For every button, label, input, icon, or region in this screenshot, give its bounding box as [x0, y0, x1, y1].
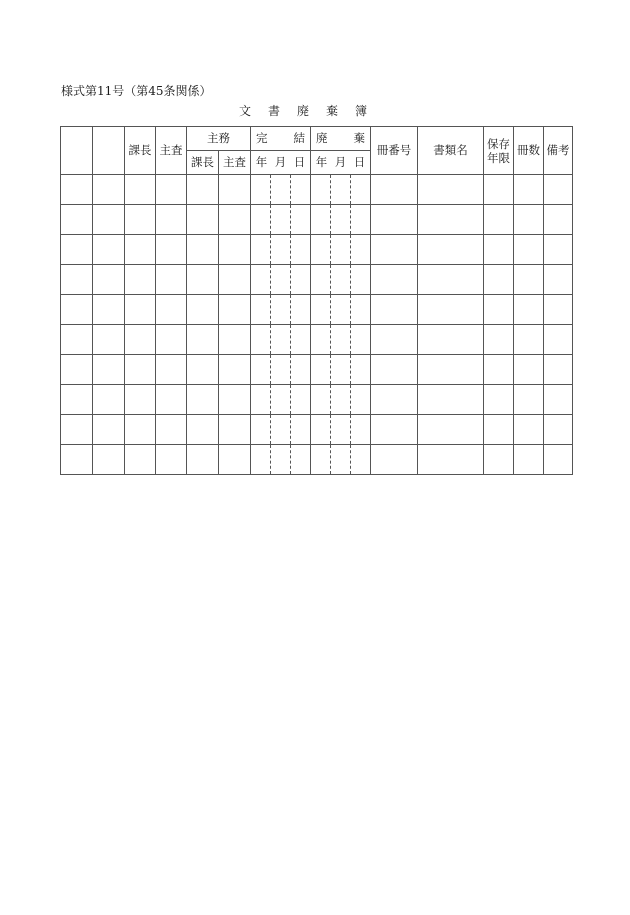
table-cell — [61, 295, 93, 325]
table-cell — [514, 355, 544, 385]
table-cell — [291, 415, 311, 445]
table-cell — [93, 235, 125, 265]
table-cell — [544, 295, 573, 325]
table-cell — [93, 265, 125, 295]
table-cell — [484, 205, 514, 235]
table-cell — [187, 265, 219, 295]
table-cell — [219, 235, 251, 265]
table-cell — [61, 325, 93, 355]
table-cell — [251, 415, 271, 445]
table-cell — [271, 385, 291, 415]
header-shumu-shusa: 主査 — [219, 151, 251, 175]
table-cell — [187, 175, 219, 205]
table-cell — [187, 415, 219, 445]
table-cell — [311, 235, 331, 265]
table-cell — [61, 415, 93, 445]
table-cell — [351, 175, 371, 205]
table-cell — [271, 265, 291, 295]
table-cell — [311, 205, 331, 235]
blank-header-cell — [93, 127, 125, 175]
table-cell — [351, 265, 371, 295]
table-cell — [156, 235, 187, 265]
table-cell — [484, 385, 514, 415]
table-cell — [418, 175, 484, 205]
table-cell — [514, 265, 544, 295]
table-cell — [311, 265, 331, 295]
table-cell — [484, 325, 514, 355]
header-satsu-bango: 冊番号 — [371, 127, 418, 175]
table-cell — [125, 415, 156, 445]
table-cell — [156, 265, 187, 295]
table-cell — [219, 265, 251, 295]
table-cell — [544, 385, 573, 415]
table-cell — [351, 385, 371, 415]
table-cell — [484, 415, 514, 445]
table-cell — [61, 235, 93, 265]
table-cell — [291, 235, 311, 265]
table-cell — [514, 295, 544, 325]
haiki-char-2: 棄 — [353, 131, 366, 145]
table-cell — [251, 385, 271, 415]
table-cell — [125, 295, 156, 325]
table-cell — [156, 415, 187, 445]
table-row — [61, 385, 573, 415]
table-cell — [484, 235, 514, 265]
table-cell — [93, 325, 125, 355]
table-row — [61, 295, 573, 325]
table-row — [61, 325, 573, 355]
table-cell — [291, 175, 311, 205]
table-cell — [219, 415, 251, 445]
table-cell — [351, 325, 371, 355]
table-cell — [156, 325, 187, 355]
table-cell — [544, 355, 573, 385]
table-cell — [156, 385, 187, 415]
table-cell — [291, 355, 311, 385]
header-kanketsu-date — [251, 151, 311, 175]
table-cell — [125, 235, 156, 265]
table-cell — [291, 325, 311, 355]
table-cell — [311, 355, 331, 385]
kanketsu-char-2: 結 — [293, 131, 306, 145]
table-cell — [251, 235, 271, 265]
table-cell — [514, 445, 544, 475]
table-cell — [311, 325, 331, 355]
table-cell — [271, 445, 291, 475]
title-char: 簿 — [354, 104, 367, 118]
table-row — [61, 175, 573, 205]
table-cell — [371, 355, 418, 385]
table-cell — [514, 415, 544, 445]
table-cell — [544, 205, 573, 235]
table-cell — [514, 205, 544, 235]
table-cell — [331, 265, 351, 295]
table-cell — [125, 265, 156, 295]
table-cell — [544, 445, 573, 475]
table-cell — [187, 445, 219, 475]
table-cell — [371, 235, 418, 265]
table-cell — [156, 355, 187, 385]
table-cell — [291, 205, 311, 235]
table-cell — [484, 265, 514, 295]
table-cell — [418, 295, 484, 325]
table-cell — [418, 445, 484, 475]
month-label: 月 — [334, 155, 347, 169]
table-cell — [93, 415, 125, 445]
table-cell — [93, 175, 125, 205]
table-cell — [484, 355, 514, 385]
table-cell — [93, 385, 125, 415]
table-cell — [251, 265, 271, 295]
table-cell — [156, 175, 187, 205]
table-cell — [371, 445, 418, 475]
header-shumu: 主務 — [187, 127, 251, 151]
table-cell — [187, 295, 219, 325]
table-cell — [514, 385, 544, 415]
table-cell — [219, 355, 251, 385]
table-cell — [331, 175, 351, 205]
table-cell — [187, 235, 219, 265]
table-cell — [311, 295, 331, 325]
year-label: 年 — [255, 155, 268, 169]
table-cell — [351, 415, 371, 445]
table-cell — [484, 175, 514, 205]
table-cell — [125, 325, 156, 355]
day-label: 日 — [293, 155, 306, 169]
title-char: 棄 — [325, 104, 338, 118]
table-cell — [156, 445, 187, 475]
table-cell — [219, 385, 251, 415]
table-row — [61, 445, 573, 475]
table-cell — [251, 325, 271, 355]
table-cell — [93, 445, 125, 475]
table-cell — [331, 445, 351, 475]
table-cell — [331, 355, 351, 385]
table-cell — [311, 415, 331, 445]
table-cell — [219, 175, 251, 205]
table-cell — [271, 235, 291, 265]
table-cell — [251, 445, 271, 475]
hozon-line-2: 年限 — [487, 150, 511, 165]
day-label: 日 — [353, 155, 366, 169]
table-cell — [219, 325, 251, 355]
table-cell — [544, 175, 573, 205]
table-cell — [484, 295, 514, 325]
haiki-char-1: 廃 — [316, 131, 328, 145]
table-cell — [271, 325, 291, 355]
table-cell — [331, 415, 351, 445]
table-cell — [187, 385, 219, 415]
table-cell — [311, 385, 331, 415]
header-hozon-nengen — [484, 127, 514, 175]
table-cell — [61, 355, 93, 385]
table-cell — [418, 235, 484, 265]
table-cell — [544, 265, 573, 295]
table-cell — [156, 295, 187, 325]
table-cell — [219, 205, 251, 235]
table-cell — [251, 175, 271, 205]
table-cell — [371, 385, 418, 415]
table-cell — [351, 355, 371, 385]
table-cell — [187, 325, 219, 355]
table-cell — [544, 415, 573, 445]
year-label: 年 — [315, 155, 328, 169]
table-cell — [61, 265, 93, 295]
table-cell — [514, 325, 544, 355]
header-row-1 — [61, 127, 573, 151]
title-char: 文 — [238, 104, 251, 118]
table-cell — [371, 175, 418, 205]
table-row — [61, 265, 573, 295]
document-title — [237, 104, 369, 118]
table-cell — [187, 205, 219, 235]
hozon-line-1: 保存 — [487, 136, 511, 151]
table-cell — [418, 325, 484, 355]
table-cell — [351, 205, 371, 235]
table-cell — [351, 295, 371, 325]
table-cell — [271, 415, 291, 445]
header-haiki-date — [311, 151, 371, 175]
table-cell — [291, 265, 311, 295]
table-cell — [125, 445, 156, 475]
table-cell — [371, 205, 418, 235]
table-cell — [371, 325, 418, 355]
header-shusa: 主査 — [156, 127, 187, 175]
table-cell — [271, 175, 291, 205]
title-char: 書 — [267, 104, 280, 118]
table-cell — [219, 445, 251, 475]
table-cell — [514, 235, 544, 265]
table-cell — [418, 355, 484, 385]
header-kanketsu — [251, 127, 311, 151]
form-number-label: 様式第11号（第45条関係） — [61, 84, 212, 98]
table-cell — [61, 445, 93, 475]
table-cell — [371, 295, 418, 325]
table-cell — [251, 205, 271, 235]
table-cell — [311, 445, 331, 475]
table-cell — [418, 385, 484, 415]
table-cell — [61, 205, 93, 235]
table-cell — [93, 355, 125, 385]
kanketsu-char-1: 完 — [256, 131, 268, 145]
table-cell — [418, 205, 484, 235]
month-label: 月 — [274, 155, 287, 169]
table-cell — [271, 355, 291, 385]
table-row — [61, 415, 573, 445]
table-cell — [93, 205, 125, 235]
table-cell — [351, 235, 371, 265]
table-cell — [125, 385, 156, 415]
table-cell — [331, 385, 351, 415]
table-cell — [371, 415, 418, 445]
table-row — [61, 355, 573, 385]
table-cell — [331, 325, 351, 355]
table-row — [61, 235, 573, 265]
table-cell — [331, 295, 351, 325]
table-cell — [331, 205, 351, 235]
table-cell — [125, 175, 156, 205]
title-char: 廃 — [296, 104, 309, 118]
table-cell — [187, 355, 219, 385]
table-cell — [271, 205, 291, 235]
table-cell — [251, 295, 271, 325]
table-cell — [93, 295, 125, 325]
table-cell — [544, 325, 573, 355]
table-cell — [61, 385, 93, 415]
header-biko: 備考 — [544, 127, 573, 175]
table-cell — [514, 175, 544, 205]
table-cell — [291, 295, 311, 325]
header-haiki — [311, 127, 371, 151]
table-cell — [418, 265, 484, 295]
header-shumu-kacho: 課長 — [187, 151, 219, 175]
table-cell — [418, 415, 484, 445]
table-cell — [125, 205, 156, 235]
document-disposal-register-table — [60, 126, 573, 475]
table-cell — [311, 175, 331, 205]
header-shorui-mei: 書類名 — [418, 127, 484, 175]
table-row — [61, 205, 573, 235]
table-cell — [271, 295, 291, 325]
table-cell — [331, 235, 351, 265]
table-cell — [291, 385, 311, 415]
header-kacho: 課長 — [125, 127, 156, 175]
table-cell — [125, 355, 156, 385]
table-cell — [219, 295, 251, 325]
header-sassu: 冊数 — [514, 127, 544, 175]
table-cell — [291, 445, 311, 475]
table-cell — [156, 205, 187, 235]
table-cell — [61, 175, 93, 205]
table-cell — [484, 445, 514, 475]
table-cell — [351, 445, 371, 475]
blank-header-cell — [61, 127, 93, 175]
table-cell — [371, 265, 418, 295]
table-cell — [251, 355, 271, 385]
table-cell — [544, 235, 573, 265]
